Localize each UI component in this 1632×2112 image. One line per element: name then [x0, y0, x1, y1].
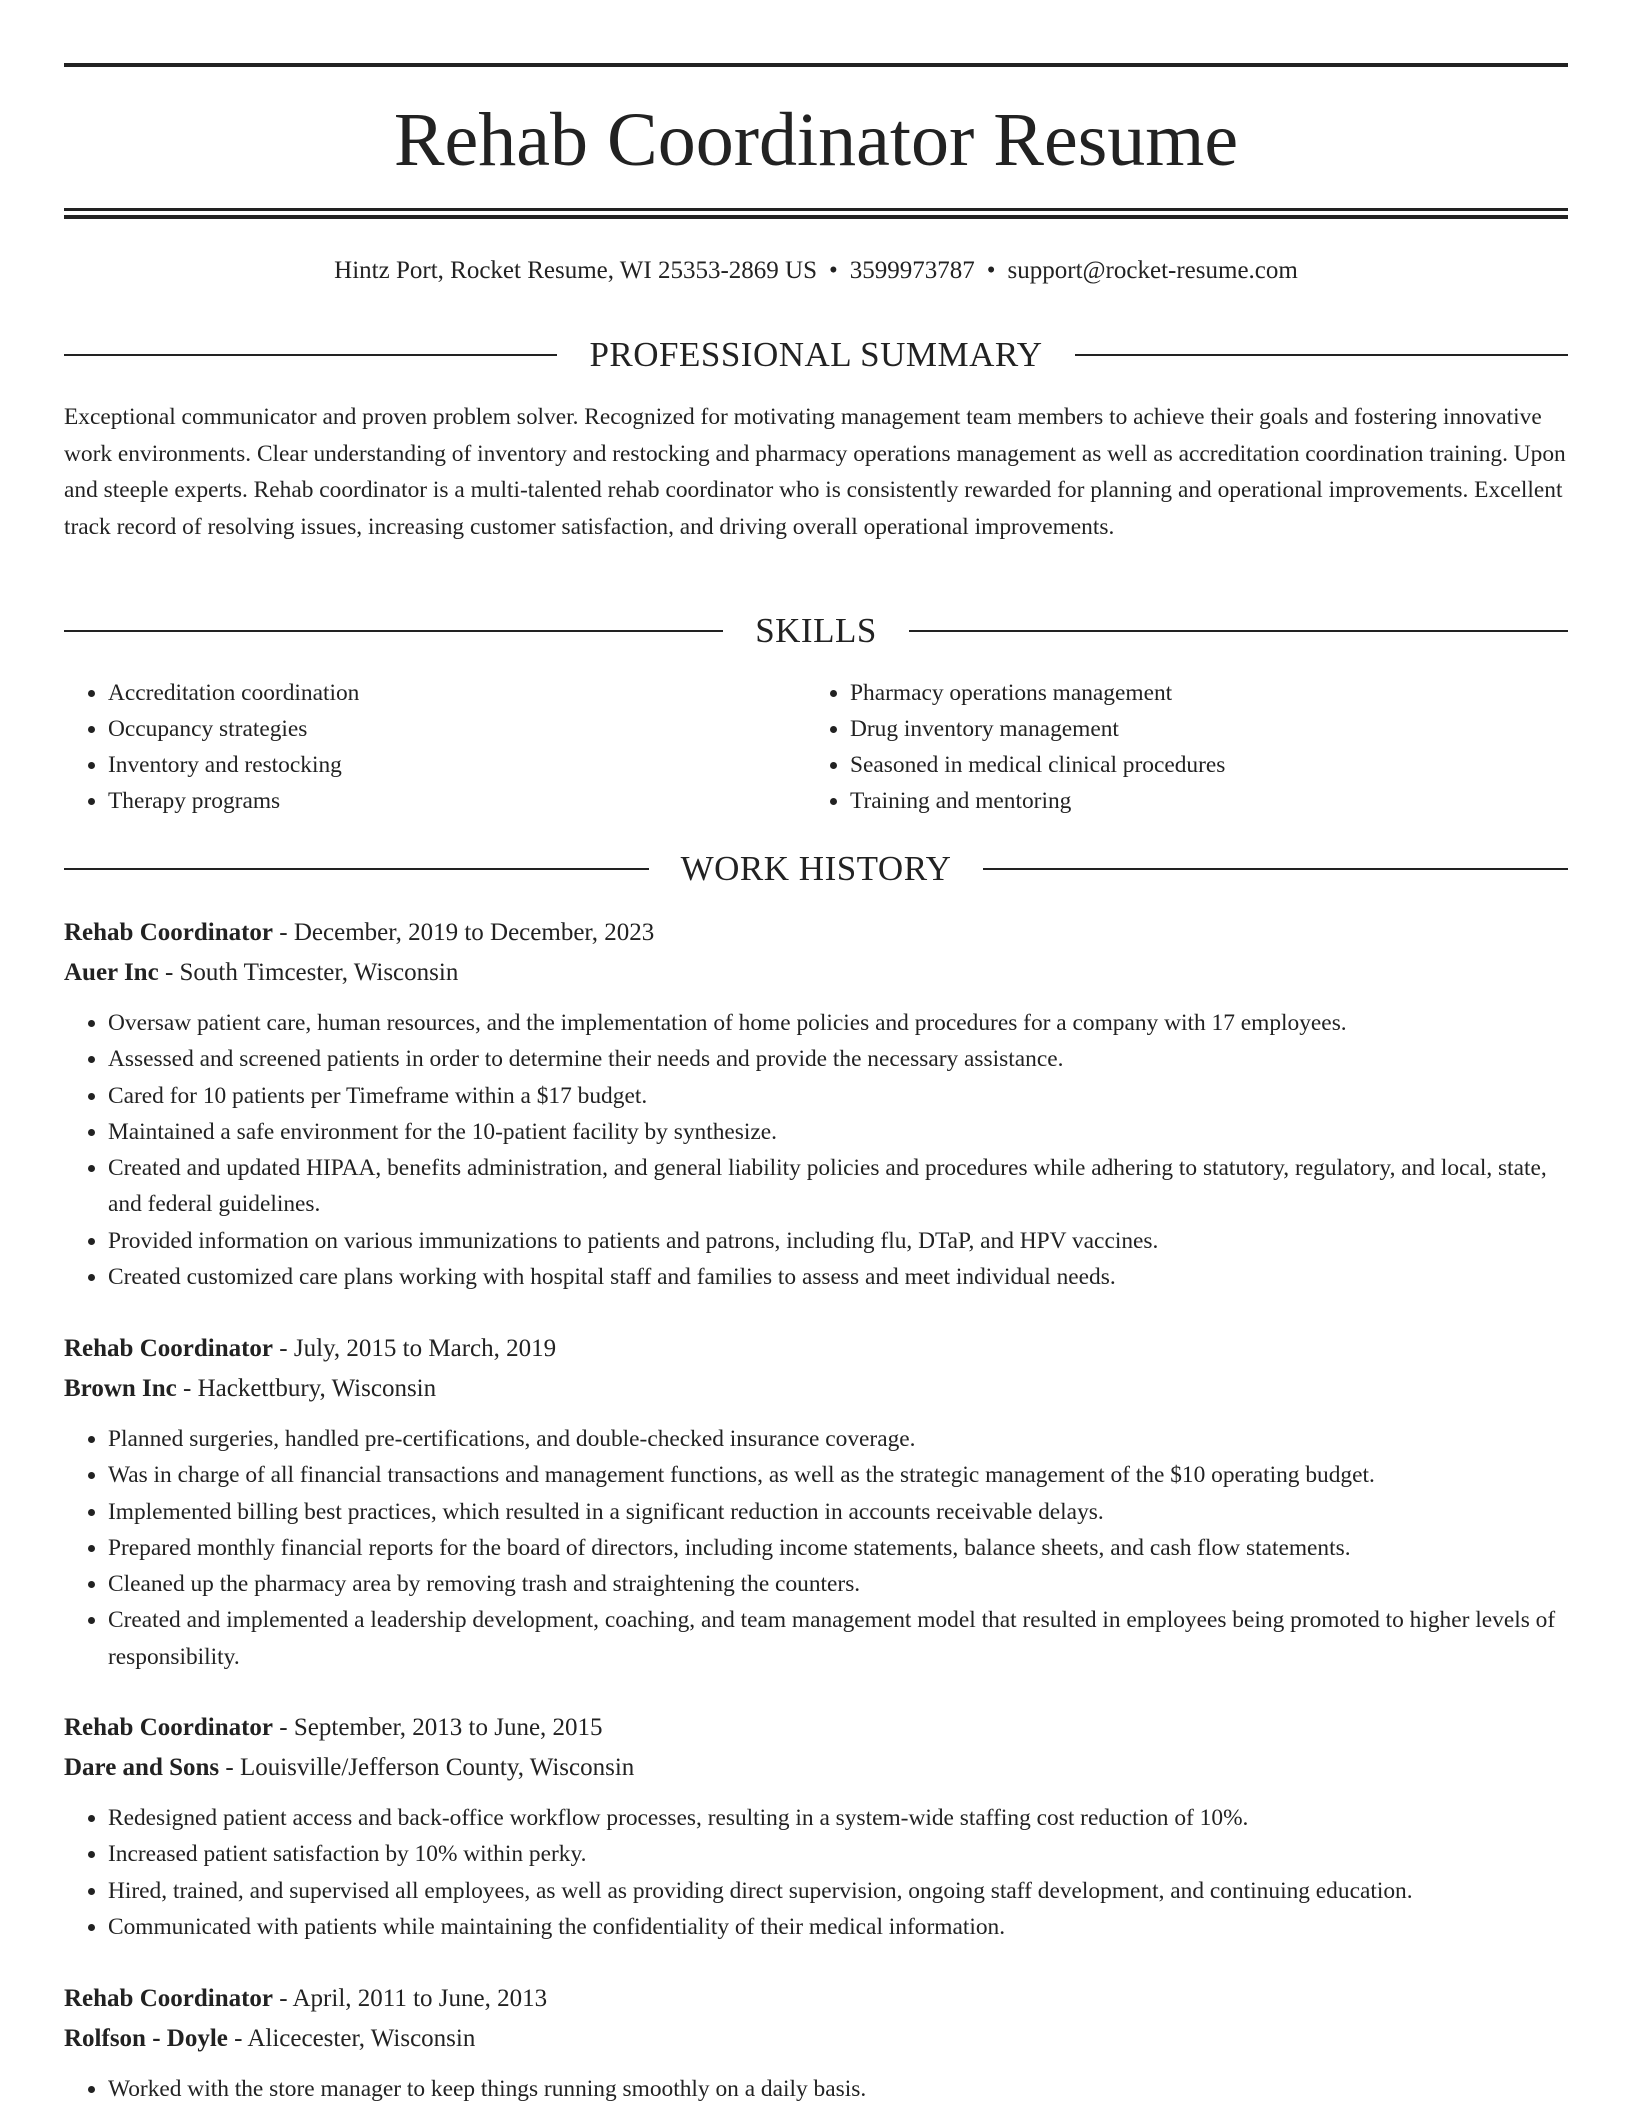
job-dates: - April, 2011 to June, 2013: [273, 1985, 548, 2012]
skill-item: • Therapy programs: [108, 783, 806, 819]
job-location: - South Timcester, Wisconsin: [158, 959, 459, 986]
job-bullet: • Created customized care plans working with hospital staff and families to assess and meet individual needs.: [108, 1259, 1568, 1295]
skill-item: • Inventory and restocking: [108, 747, 806, 783]
job-bullet: • Worked with the store manager to keep things running smoothly on a daily basis.: [108, 2071, 1568, 2107]
job-bullet: • Cleaned up the pharmacy area by removing trash and straightening the counters.: [108, 1566, 1568, 1602]
section-rule-left: [64, 630, 723, 632]
section-rule-right: [983, 868, 1568, 870]
job-bullet: • Maintained a safe environment for the 10-patient facility by synthesize.: [108, 1114, 1568, 1150]
contact-line: [64, 254, 1568, 288]
job-bullets: [64, 1421, 1568, 1675]
job-employer-line: [64, 953, 1568, 993]
job-bullets: [64, 1800, 1568, 1945]
job-location: - Louisville/Jefferson County, Wisconsin: [219, 1754, 635, 1781]
job-bullet: • Prepared monthly financial reports for the board of directors, including income statements, balance sheets, and cash flow statements.: [108, 1530, 1568, 1566]
job-employer-line: [64, 2019, 1568, 2059]
job-bullet: • Was in charge of all financial transactions and management functions, as well as the strategic management of the $10 operating budget.: [108, 1457, 1568, 1493]
skill-item: • Training and mentoring: [850, 783, 1548, 819]
job-location: - Alicecester, Wisconsin: [227, 2025, 476, 2052]
skill-item: • Seasoned in medical clinical procedures: [850, 747, 1548, 783]
job-entry: [64, 913, 1568, 1295]
job-employer-line: [64, 1369, 1568, 1409]
skills-heading: SKILLS: [755, 611, 877, 650]
job-bullet: • Communicated with patients while maintaining the confidentiality of their medical information.: [108, 1909, 1568, 1945]
skills-list: [64, 675, 1568, 819]
job-bullet: • Assessed and screened patients in order to determine their needs and provide the necessary assistance.: [108, 1041, 1568, 1077]
job-role-line: [64, 1708, 1568, 1748]
title-rule-lower: [64, 215, 1568, 219]
job-bullets: [64, 2071, 1568, 2107]
skill-item: • Accreditation coordination: [108, 675, 806, 711]
contact-address: Hintz Port, Rocket Resume, WI 25353-2869 US: [334, 257, 817, 284]
skills-section-header: [64, 609, 1568, 653]
skill-item: • Drug inventory management: [850, 711, 1548, 747]
job-location: - Hackettbury, Wisconsin: [176, 1375, 437, 1402]
contact-email: support@rocket-resume.com: [1007, 257, 1298, 284]
work-heading: WORK HISTORY: [680, 849, 952, 888]
job-bullet: • Created and updated HIPAA, benefits administration, and general liability policies and procedures while adhering to statutory, regulatory, and local, state, and federal guidelines.: [108, 1150, 1568, 1223]
job-role-line: [64, 1329, 1568, 1369]
job-entry: [64, 1979, 1568, 2107]
contact-separator: •: [829, 257, 838, 284]
section-rule-right: [1075, 354, 1568, 356]
skill-item: • Pharmacy operations management: [850, 675, 1548, 711]
contact-separator: •: [986, 257, 996, 284]
job-dates: - July, 2015 to March, 2019: [273, 1335, 557, 1362]
job-employer: Dare and Sons: [64, 1754, 220, 1781]
job-employer: Rolfson - Doyle: [64, 2025, 228, 2052]
skill-item: • Occupancy strategies: [108, 711, 806, 747]
job-bullet: • Redesigned patient access and back-office workflow processes, resulting in a system-wide staffing cost reduction of 10%.: [108, 1800, 1568, 1836]
job-bullet: • Oversaw patient care, human resources, and the implementation of home policies and procedures for a company with 17 employees.: [108, 1005, 1568, 1041]
job-role: Rehab Coordinator: [64, 919, 274, 946]
job-bullet: • Increased patient satisfaction by 10% within perky.: [108, 1836, 1568, 1872]
work-section-header: [64, 847, 1568, 891]
job-bullets: [64, 1005, 1568, 1295]
job-entry: [64, 1329, 1568, 1675]
job-entry: [64, 1708, 1568, 1945]
job-role-line: [64, 1979, 1568, 2019]
job-bullet: • Hired, trained, and supervised all employees, as well as providing direct supervision, ongoing staff development, and continuing education.: [108, 1873, 1568, 1909]
job-bullet: • Cared for 10 patients per Timeframe within a $17 budget.: [108, 1078, 1568, 1114]
resume-title: Rehab Coordinator Resume: [393, 98, 1239, 182]
top-rule: [64, 63, 1568, 67]
section-rule-left: [64, 868, 649, 870]
section-rule-left: [64, 354, 557, 356]
skills-column-left: [64, 675, 806, 819]
summary-text: Exceptional communicator and proven problem solver. Recognized for motivating management team members to achieve their goals and fostering innovative work environments. Clear understanding of inventory and restocking and pharmacy operations management as well as accreditation coordination training. Upon and steeple experts. Rehab coordinator is a multi-talented rehab coordinator who is consistently rewarded for planning and operational improvements. Excellent track record of resolving issues, increasing customer satisfaction, and driving overall operational improvements.: [64, 404, 1566, 540]
job-bullet: • Provided information on various immunizations to patients and patrons, including flu, DTaP, and HPV vaccines.: [108, 1223, 1568, 1259]
job-role: Rehab Coordinator: [64, 1335, 274, 1362]
job-bullet: • Implemented billing best practices, which resulted in a significant reduction in accounts receivable delays.: [108, 1494, 1568, 1530]
job-employer: Brown Inc: [64, 1375, 177, 1402]
contact-phone: 3599973787: [849, 257, 975, 284]
job-role: Rehab Coordinator: [64, 1985, 274, 2012]
job-employer-line: [64, 1748, 1568, 1788]
job-dates: - December, 2019 to December, 2023: [273, 919, 655, 946]
job-bullet: • Planned surgeries, handled pre-certifications, and double-checked insurance coverage.: [108, 1421, 1568, 1457]
summary-heading: PROFESSIONAL SUMMARY: [589, 335, 1043, 374]
job-role: Rehab Coordinator: [64, 1714, 274, 1741]
title-rule-upper: [64, 208, 1568, 211]
job-bullet: • Created and implemented a leadership development, coaching, and team management model that resulted in employees being promoted to higher levels of responsibility.: [108, 1602, 1568, 1675]
section-rule-right: [909, 630, 1568, 632]
skills-column-right: [806, 675, 1548, 819]
job-dates: - September, 2013 to June, 2015: [273, 1714, 603, 1741]
job-employer: Auer Inc: [64, 959, 159, 986]
job-role-line: [64, 913, 1568, 953]
summary-section-header: [64, 333, 1568, 377]
